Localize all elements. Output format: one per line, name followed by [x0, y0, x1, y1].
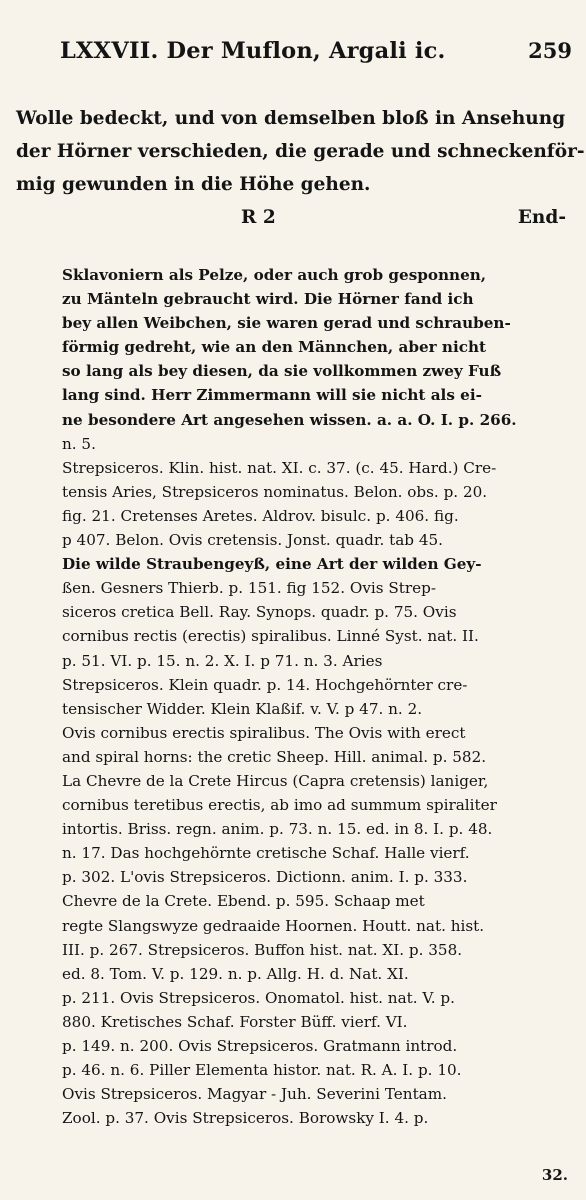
page-header: [60, 38, 572, 72]
footnote-line: so lang als bey diesen, da sie vollkommen zwey Fuß: [62, 362, 502, 381]
footnote-block: [62, 263, 570, 1130]
footnote-line: intortis. Briss. regn. anim. p. 73. n. 15. ed. in 8. I. p. 48.: [62, 820, 493, 839]
page-number: 259: [528, 38, 572, 63]
footnote-line: Strepsiceros. Klein quadr. p. 14. Hochgehörnter cre-: [62, 675, 468, 694]
catchword: End-: [517, 207, 566, 228]
signature-line: [16, 201, 572, 235]
line-number-marker: 32.: [541, 1166, 568, 1184]
main-text: [16, 102, 585, 235]
footnote-line: ne besondere Art angesehen wissen. a. a. O. I. p. 266.: [62, 410, 517, 429]
footnote-line: n. 17. Das hochgehörnte cretische Schaf. Halle vierf.: [62, 844, 470, 863]
footnote-line: tensis Aries, Strepsiceros nominatus. Belon. obs. p. 20.: [62, 482, 488, 501]
footnote-line: p. 211. Ovis Strepsiceros. Onomatol. hist. nat. V. p.: [62, 988, 455, 1007]
footnote-line: p. 46. n. 6. Piller Elementa histor. nat. R. A. I. p. 10.: [62, 1061, 462, 1080]
footnote-line: regte Slangswyze gedraaide Hoornen. Houtt. nat. hist.: [62, 916, 485, 935]
footnote-line: ßen. Gesners Thierb. p. 151. fig 152. Ovis Strep-: [62, 579, 436, 598]
footnote-line: Die wilde Straubengeyß, eine Art der wilden Gey-: [62, 555, 482, 574]
footnote-line: lang sind. Herr Zimmermann will sie nicht als ei-: [62, 386, 482, 405]
main-text-line: der Hörner verschieden, die gerade und schneckenför-: [16, 141, 585, 162]
footnote-line: p. 51. VI. p. 15. n. 2. X. I. p 71. n. 3. Aries: [62, 651, 383, 670]
footnote-line: Sklavoniern als Pelze, oder auch grob gesponnen,: [62, 266, 487, 284]
footnote-line: cornibus teretibus erectis, ab imo ad summum spiraliter: [62, 796, 497, 815]
footnote-line: III. p. 267. Strepsiceros. Buffon hist. nat. XI. p. 358.: [62, 940, 463, 959]
footnote-line: La Chevre de la Crete Hircus (Capra cretensis) laniger,: [62, 771, 489, 790]
footnote-line: siceros cretica Bell. Ray. Synops. quadr. p. 75. Ovis: [62, 603, 457, 622]
footnote-line: Ovis cornibus erectis spiralibus. The Ovis with erect: [62, 723, 466, 742]
footnote-line: fig. 21. Cretenses Aretes. Aldrov. bisulc. p. 406. fig.: [62, 506, 459, 525]
footnote-line: Strepsiceros. Klin. hist. nat. XI. c. 37. (c. 45. Hard.) Cre-: [62, 458, 497, 477]
footnote-line: p. 302. L'ovis Strepsiceros. Dictionn. anim. I. p. 333.: [62, 868, 468, 887]
footnote-line: cornibus rectis (erectis) spiralibus. Linné Syst. nat. II.: [62, 627, 479, 646]
footnote-line: 880. Kretisches Schaf. Forster Büff. vierf. VI.: [62, 1012, 408, 1031]
footnote-line: Ovis Strepsiceros. Magyar - Juh. Severini Tentam.: [62, 1085, 447, 1104]
signature-mark: R 2: [241, 207, 276, 228]
footnote-line: tensischer Widder. Klein Klaßif. v. V. p 47. n. 2.: [62, 699, 423, 718]
running-title: LXXVII. Der Muflon, Argali ic.: [60, 38, 446, 64]
footnote-line: bey allen Weibchen, sie waren gerad und schrauben-: [62, 314, 511, 333]
main-text-line: mig gewunden in die Höhe gehen.: [16, 174, 371, 195]
footnote-line: and spiral horns: the cretic Sheep. Hill. animal. p. 582.: [62, 747, 487, 766]
footnote-line: Chevre de la Crete. Ebend. p. 595. Schaap met: [62, 892, 425, 911]
footnote-line: n. 5.: [62, 434, 96, 453]
footnote-line: förmig gedreht, wie an den Männchen, aber nicht: [62, 338, 487, 357]
footnote-line: p 407. Belon. Ovis cretensis. Jonst. quadr. tab 45.: [62, 531, 443, 550]
main-text-line: Wolle bedeckt, und von demselben bloß in Ansehung: [16, 108, 566, 129]
footnote-line: p. 149. n. 200. Ovis Strepsiceros. Gratmann introd.: [62, 1037, 458, 1055]
footnote-line: zu Mänteln gebraucht wird. Die Hörner fand ich: [62, 290, 474, 309]
footnote-line: Zool. p. 37. Ovis Strepsiceros. Borowsky I. 4. p.: [62, 1109, 429, 1128]
footnote-line: ed. 8. Tom. V. p. 129. n. p. Allg. H. d. Nat. XI.: [62, 964, 409, 983]
